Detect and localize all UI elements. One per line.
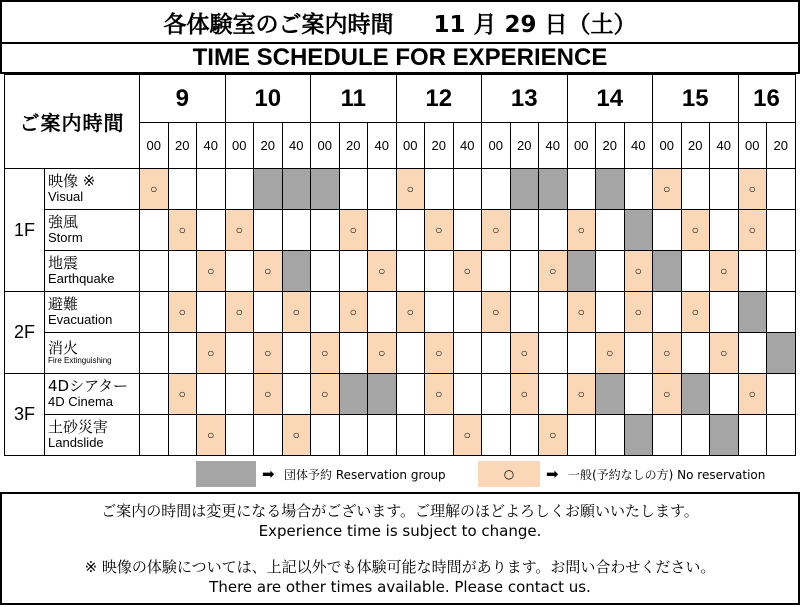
empty-slot — [254, 292, 283, 333]
room-name — [45, 415, 140, 456]
table-row — [5, 292, 796, 333]
circle-icon: ○ — [577, 387, 585, 401]
empty-slot — [225, 333, 254, 374]
open-slot — [425, 333, 454, 374]
group-reservation-slot — [596, 374, 625, 415]
empty-slot — [482, 333, 511, 374]
circle-icon: ○ — [577, 223, 585, 237]
empty-slot — [225, 374, 254, 415]
group-reservation-slot — [368, 374, 397, 415]
floor-label: 2F — [5, 292, 45, 374]
note-line: ※ 映像の体験については、上記以外でも体験可能な時間があります。お問い合わせください。 — [84, 558, 716, 576]
minute-label: 20 — [681, 123, 710, 169]
open-slot — [567, 374, 596, 415]
room-name — [45, 333, 140, 374]
empty-slot — [197, 374, 226, 415]
empty-slot — [681, 169, 710, 210]
empty-slot — [539, 210, 568, 251]
circle-icon: ○ — [549, 264, 557, 278]
empty-slot — [311, 415, 340, 456]
circle-icon: ○ — [292, 305, 300, 319]
open-slot — [140, 169, 169, 210]
open-slot — [681, 292, 710, 333]
empty-slot — [681, 415, 710, 456]
open-slot — [396, 292, 425, 333]
group-reservation-slot — [624, 210, 653, 251]
minute-label: 20 — [510, 123, 539, 169]
title-date: 11 月 29 日（土） — [433, 11, 637, 38]
empty-slot — [482, 415, 511, 456]
open-slot — [510, 374, 539, 415]
empty-slot — [710, 292, 739, 333]
empty-slot — [710, 210, 739, 251]
arrow-right-icon: ➡ — [262, 465, 275, 483]
room-name-en: Earthquake — [48, 271, 115, 287]
minute-label: 00 — [140, 123, 169, 169]
minute-label: 20 — [596, 123, 625, 169]
empty-slot — [254, 210, 283, 251]
circle-icon: ○ — [264, 387, 272, 401]
open-slot — [453, 415, 482, 456]
minute-label: 00 — [482, 123, 511, 169]
empty-slot — [339, 169, 368, 210]
empty-slot — [567, 415, 596, 456]
open-slot — [453, 251, 482, 292]
circle-icon: ○ — [178, 223, 186, 237]
open-slot — [482, 210, 511, 251]
legend — [0, 459, 800, 489]
room-name-ja: 4Dシアター — [48, 377, 129, 396]
empty-slot — [140, 333, 169, 374]
open-slot — [282, 415, 311, 456]
open-slot — [396, 169, 425, 210]
empty-slot — [567, 169, 596, 210]
circle-icon: ○ — [321, 346, 329, 360]
corner-label: ご案内時間 — [5, 75, 140, 169]
empty-slot — [738, 333, 767, 374]
circle-icon: ○ — [634, 305, 642, 319]
empty-slot — [681, 333, 710, 374]
empty-slot — [624, 333, 653, 374]
open-slot — [653, 169, 682, 210]
empty-slot — [311, 210, 340, 251]
circle-icon: ○ — [264, 264, 272, 278]
open-slot — [225, 210, 254, 251]
minute-label: 00 — [396, 123, 425, 169]
empty-slot — [368, 210, 397, 251]
table-row — [5, 374, 796, 415]
note-line: ご案内の時間は変更になる場合がございます。ご理解のほどよろしくお願いいたします。 — [101, 502, 699, 520]
circle-icon: ○ — [663, 182, 671, 196]
group-reservation-slot — [539, 169, 568, 210]
empty-slot — [539, 333, 568, 374]
empty-slot — [197, 292, 226, 333]
room-name — [45, 374, 140, 415]
group-reservation-slot — [510, 169, 539, 210]
empty-slot — [596, 415, 625, 456]
empty-slot — [510, 251, 539, 292]
circle-icon: ○ — [406, 182, 414, 196]
empty-slot — [482, 169, 511, 210]
notes-box — [0, 492, 800, 605]
group-reservation-slot — [282, 169, 311, 210]
minute-label: 40 — [197, 123, 226, 169]
circle-icon: ○ — [349, 223, 357, 237]
group-reservation-slot — [681, 374, 710, 415]
room-name-ja: 映像 ※ — [48, 172, 96, 191]
minute-label: 00 — [653, 123, 682, 169]
circle-icon: ○ — [406, 305, 414, 319]
circle-icon: ○ — [520, 387, 528, 401]
open-slot — [738, 169, 767, 210]
open-slot — [681, 210, 710, 251]
empty-slot — [368, 169, 397, 210]
group-reservation-slot — [653, 251, 682, 292]
circle-icon: ○ — [321, 387, 329, 401]
open-slot — [653, 333, 682, 374]
empty-slot — [453, 169, 482, 210]
empty-slot — [225, 169, 254, 210]
empty-slot — [596, 292, 625, 333]
table-row — [5, 210, 796, 251]
open-slot — [197, 415, 226, 456]
empty-slot — [710, 169, 739, 210]
empty-slot — [767, 374, 796, 415]
circle-icon: ○ — [264, 346, 272, 360]
circle-icon: ○ — [435, 387, 443, 401]
open-slot — [653, 374, 682, 415]
circle-icon: ○ — [207, 264, 215, 278]
room-name — [45, 169, 140, 210]
open-slot — [738, 374, 767, 415]
circle-icon: ○ — [235, 305, 243, 319]
room-name-en: Fire Extinguishing — [48, 355, 112, 365]
empty-slot — [453, 374, 482, 415]
open-slot — [539, 415, 568, 456]
room-name-en: Storm — [48, 230, 83, 246]
empty-slot — [653, 210, 682, 251]
empty-slot — [396, 251, 425, 292]
group-reservation-slot — [567, 251, 596, 292]
empty-slot — [168, 415, 197, 456]
empty-slot — [396, 333, 425, 374]
room-name — [45, 292, 140, 333]
minute-label: 40 — [282, 123, 311, 169]
circle-icon: ○ — [748, 387, 756, 401]
empty-slot — [425, 292, 454, 333]
group-reservation-slot — [738, 292, 767, 333]
empty-slot — [140, 374, 169, 415]
open-slot — [197, 251, 226, 292]
room-name — [45, 251, 140, 292]
open-slot — [539, 251, 568, 292]
empty-slot — [539, 374, 568, 415]
circle-icon: ○ — [520, 346, 528, 360]
table-row — [5, 333, 796, 374]
empty-slot — [140, 251, 169, 292]
empty-slot — [425, 169, 454, 210]
empty-slot — [596, 210, 625, 251]
empty-slot — [311, 292, 340, 333]
empty-slot — [197, 210, 226, 251]
open-slot — [425, 210, 454, 251]
open-slot — [197, 333, 226, 374]
empty-slot — [710, 374, 739, 415]
empty-slot — [311, 251, 340, 292]
circle-icon: ○ — [492, 223, 500, 237]
room-name-ja: 消火 — [48, 338, 79, 357]
page-title — [0, 0, 800, 44]
empty-slot — [368, 292, 397, 333]
empty-slot — [453, 292, 482, 333]
empty-slot — [510, 210, 539, 251]
group-reservation-slot — [311, 169, 340, 210]
open-slot — [311, 333, 340, 374]
open-slot — [168, 374, 197, 415]
arrow-right-icon: ➡ — [546, 465, 559, 483]
empty-slot — [767, 169, 796, 210]
note-line: There are other times available. Please contact us. — [209, 578, 591, 596]
open-slot — [738, 210, 767, 251]
table-row — [5, 169, 796, 210]
minute-label: 00 — [567, 123, 596, 169]
empty-slot — [168, 169, 197, 210]
circle-icon: ○ — [720, 346, 728, 360]
empty-slot — [282, 374, 311, 415]
open-slot — [339, 210, 368, 251]
empty-slot — [197, 169, 226, 210]
empty-slot — [596, 251, 625, 292]
minute-label: 20 — [168, 123, 197, 169]
open-slot — [254, 251, 283, 292]
circle-icon: ○ — [691, 223, 699, 237]
legend-general-swatch — [478, 461, 540, 487]
empty-slot — [482, 374, 511, 415]
minute-label: 40 — [624, 123, 653, 169]
circle-icon: ○ — [435, 346, 443, 360]
empty-slot — [396, 415, 425, 456]
circle-icon: ○ — [492, 305, 500, 319]
room-name-ja: 避難 — [48, 295, 79, 314]
empty-slot — [282, 210, 311, 251]
empty-slot — [510, 292, 539, 333]
empty-slot — [396, 210, 425, 251]
open-slot — [596, 333, 625, 374]
empty-slot — [767, 251, 796, 292]
empty-slot — [425, 415, 454, 456]
minute-label: 40 — [710, 123, 739, 169]
empty-slot — [738, 251, 767, 292]
empty-slot — [140, 292, 169, 333]
legend-group-label: 団体予約 Reservation group — [284, 468, 446, 482]
empty-slot — [653, 292, 682, 333]
schedule-table — [4, 74, 796, 456]
empty-slot — [225, 415, 254, 456]
circle-icon: ○ — [748, 182, 756, 196]
empty-slot — [282, 333, 311, 374]
circle-icon: ○ — [720, 264, 728, 278]
room-name-en: Visual — [48, 189, 84, 205]
circle-icon: ○ — [435, 223, 443, 237]
empty-slot — [140, 415, 169, 456]
circle-icon: ○ — [178, 305, 186, 319]
circle-icon: ○ — [349, 305, 357, 319]
empty-slot — [624, 169, 653, 210]
empty-slot — [539, 292, 568, 333]
open-slot — [311, 374, 340, 415]
open-slot — [624, 292, 653, 333]
minute-label: 20 — [767, 123, 796, 169]
hour-label: 10 — [225, 75, 311, 123]
group-reservation-slot — [767, 333, 796, 374]
open-slot — [624, 251, 653, 292]
circle-icon: ○ — [634, 264, 642, 278]
group-reservation-slot — [339, 374, 368, 415]
floor-label: 3F — [5, 374, 45, 456]
empty-slot — [168, 251, 197, 292]
circle-icon: ○ — [748, 223, 756, 237]
circle-icon: ○ — [292, 428, 300, 442]
empty-slot — [254, 415, 283, 456]
circle-icon: ○ — [606, 346, 614, 360]
open-slot — [254, 374, 283, 415]
open-slot — [368, 333, 397, 374]
minute-label: 00 — [738, 123, 767, 169]
minute-label: 20 — [425, 123, 454, 169]
circle-icon: ○ — [691, 305, 699, 319]
minute-label: 20 — [254, 123, 283, 169]
circle-icon: ○ — [549, 428, 557, 442]
empty-slot — [168, 333, 197, 374]
open-slot — [425, 374, 454, 415]
group-reservation-slot — [710, 415, 739, 456]
empty-slot — [767, 210, 796, 251]
hour-label: 9 — [140, 75, 226, 123]
circle-icon: ○ — [503, 467, 515, 481]
empty-slot — [339, 251, 368, 292]
circle-icon: ○ — [378, 346, 386, 360]
circle-icon: ○ — [235, 223, 243, 237]
empty-slot — [482, 251, 511, 292]
minute-label: 40 — [539, 123, 568, 169]
open-slot — [482, 292, 511, 333]
open-slot — [282, 292, 311, 333]
table-row — [5, 251, 796, 292]
open-slot — [510, 333, 539, 374]
empty-slot — [653, 415, 682, 456]
circle-icon: ○ — [378, 264, 386, 278]
open-slot — [710, 251, 739, 292]
open-slot — [710, 333, 739, 374]
open-slot — [339, 292, 368, 333]
minute-label: 40 — [453, 123, 482, 169]
open-slot — [254, 333, 283, 374]
table-row — [5, 415, 796, 456]
circle-icon: ○ — [463, 264, 471, 278]
page-subtitle: TIME SCHEDULE FOR EXPERIENCE — [0, 42, 800, 74]
circle-icon: ○ — [150, 182, 158, 196]
room-name-en: 4D Cinema — [48, 394, 114, 410]
empty-slot — [681, 251, 710, 292]
empty-slot — [453, 210, 482, 251]
floor-label: 1F — [5, 169, 45, 292]
circle-icon: ○ — [577, 305, 585, 319]
note-line: Experience time is subject to change. — [258, 522, 542, 540]
group-reservation-slot — [254, 169, 283, 210]
legend-group-swatch — [196, 461, 256, 487]
minute-label: 40 — [368, 123, 397, 169]
empty-slot — [624, 374, 653, 415]
open-slot — [567, 210, 596, 251]
hour-label: 16 — [738, 75, 795, 123]
empty-slot — [453, 333, 482, 374]
minute-label: 00 — [225, 123, 254, 169]
open-slot — [567, 292, 596, 333]
empty-slot — [425, 251, 454, 292]
group-reservation-slot — [624, 415, 653, 456]
room-name-en: Landslide — [48, 435, 104, 451]
circle-icon: ○ — [207, 346, 215, 360]
empty-slot — [339, 333, 368, 374]
empty-slot — [738, 415, 767, 456]
open-slot — [168, 292, 197, 333]
empty-slot — [368, 415, 397, 456]
title-text: 各体験室のご案内時間 — [163, 11, 394, 38]
group-reservation-slot — [596, 169, 625, 210]
open-slot — [368, 251, 397, 292]
empty-slot — [567, 333, 596, 374]
room-name-en: Evacuation — [48, 312, 113, 328]
hour-label: 14 — [567, 75, 653, 123]
empty-slot — [767, 292, 796, 333]
hour-header-row — [5, 75, 796, 123]
room-name-ja: 土砂災害 — [48, 418, 109, 437]
empty-slot — [510, 415, 539, 456]
circle-icon: ○ — [463, 428, 471, 442]
hour-label: 13 — [482, 75, 568, 123]
minute-label: 00 — [311, 123, 340, 169]
open-slot — [225, 292, 254, 333]
room-name — [45, 210, 140, 251]
room-name-ja: 地震 — [48, 254, 79, 273]
empty-slot — [396, 374, 425, 415]
hour-label: 15 — [653, 75, 739, 123]
hour-label: 12 — [396, 75, 482, 123]
circle-icon: ○ — [663, 346, 671, 360]
empty-slot — [767, 415, 796, 456]
group-reservation-slot — [282, 251, 311, 292]
legend-general-label: 一般(予約なしの方) No reservation — [568, 468, 766, 482]
minute-label: 20 — [339, 123, 368, 169]
circle-icon: ○ — [663, 387, 671, 401]
hour-label: 11 — [311, 75, 397, 123]
room-name-ja: 強風 — [48, 213, 79, 232]
circle-icon: ○ — [207, 428, 215, 442]
empty-slot — [225, 251, 254, 292]
open-slot — [168, 210, 197, 251]
circle-icon: ○ — [178, 387, 186, 401]
empty-slot — [339, 415, 368, 456]
empty-slot — [140, 210, 169, 251]
